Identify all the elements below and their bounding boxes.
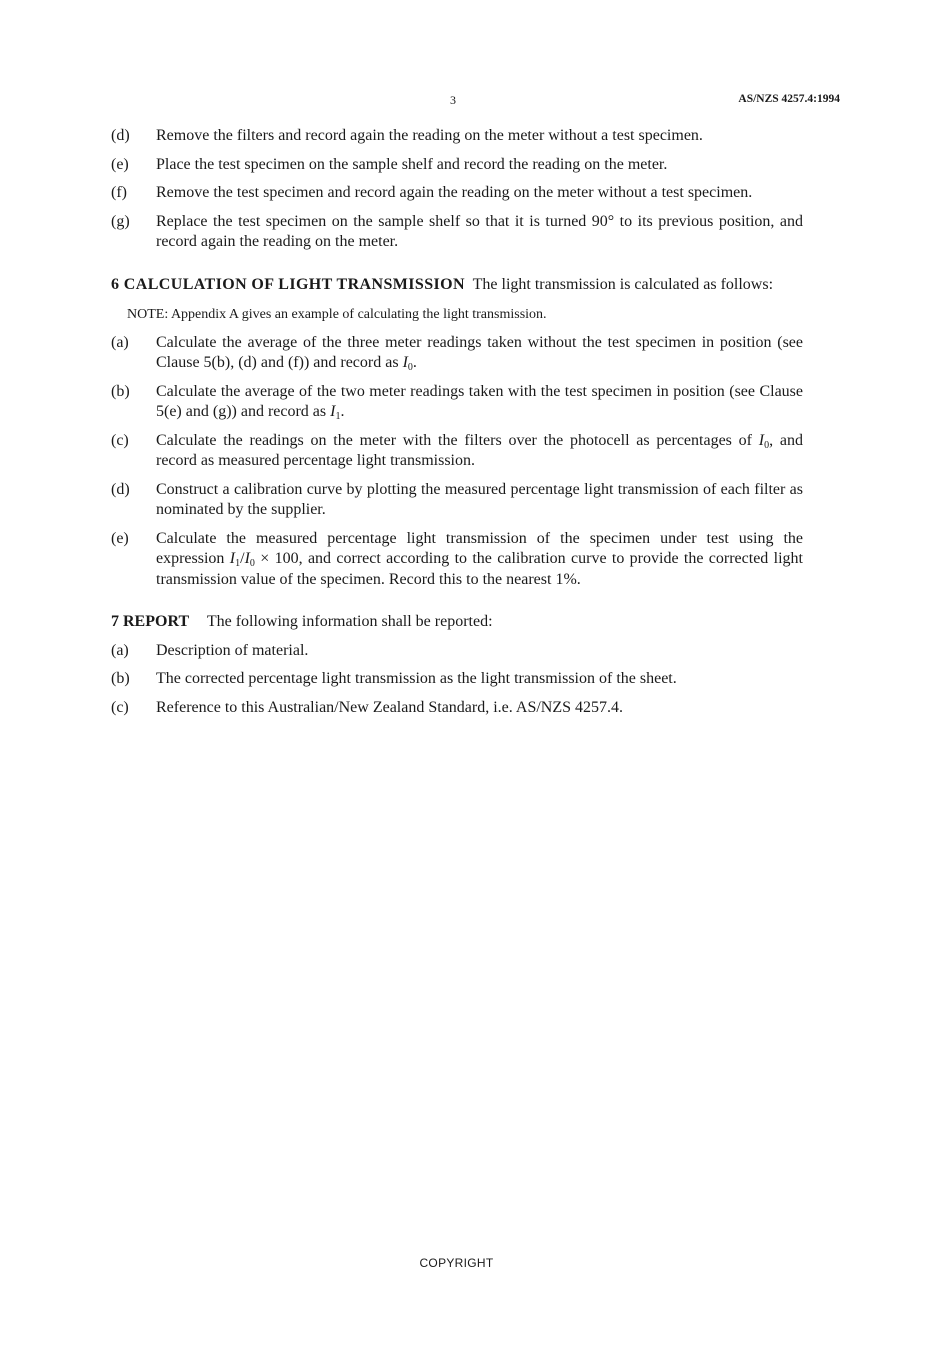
list-item — [111, 382, 803, 423]
section-7-heading: 7 REPORT — [111, 613, 190, 630]
list-item — [111, 698, 803, 719]
list-item — [111, 480, 803, 521]
section-6-heading: 6 CALCULATION OF LIGHT TRANSMISSION — [111, 275, 465, 293]
list-item — [111, 333, 803, 374]
item-text: Place the test specimen on the sample shelf and record the reading on the meter. — [156, 155, 668, 173]
standard-code: AS/NZS 4257.4:1994 — [738, 93, 840, 105]
item-text: Calculate the average of the two meter readings taken with the test specimen in position (see Clause 5(e) and (g)) and record as $I_1$. — [156, 382, 803, 422]
section-6-paragraph — [111, 275, 803, 296]
item-text: Calculate the readings on the meter with the filters over the photocell as percentages of $I_0$, and record as measured percentage light transmission. — [156, 431, 804, 469]
item-text: Calculate the average of the three meter readings taken without the test specimen in position (see Clause 5(b), (d) and (f)) and record as $I_0$. — [156, 333, 803, 373]
item-label: (c) — [111, 698, 129, 716]
item-text: The corrected percentage light transmission as the light transmission of the sheet. — [156, 670, 677, 687]
list-item — [111, 669, 803, 690]
list-item — [111, 641, 803, 662]
item-label: (g) — [111, 212, 130, 230]
section-7-intro: The following information shall be reported: — [206, 613, 493, 630]
item-text: Replace the test specimen on the sample shelf so that it is turned 90° to its previous position, and record again the reading on the meter. — [156, 212, 803, 250]
item-text: Calculate the measured percentage light transmission of the specimen under test using the expression $I_1/I_0 \times 100$, and correct according to the calibration curve to provide the corrected light transmission value of the specimen. Record this to the nearest 1%. — [156, 529, 803, 588]
list-item — [111, 529, 803, 591]
item-label: (e) — [111, 155, 129, 173]
item-label: (c) — [111, 431, 129, 449]
item-label: (f) — [111, 184, 127, 201]
item-label: (a) — [111, 641, 129, 659]
list-item — [111, 155, 803, 176]
item-text: Remove the test specimen and record again the reading on the meter without a test specimen. — [156, 184, 753, 201]
item-label: (a) — [111, 333, 129, 351]
copyright-footer: COPYRIGHT — [419, 1256, 494, 1270]
item-label: (d) — [111, 127, 130, 144]
section-7-paragraph — [111, 612, 803, 633]
item-label: (e) — [111, 529, 129, 547]
page-number: 3 — [450, 93, 456, 107]
item-text: Construct a calibration curve by plotting the measured percentage light transmission of each filter as nominated by the supplier. — [156, 480, 803, 518]
list-item — [111, 431, 803, 472]
note: NOTE: Appendix A gives an example of calculating the light transmission. — [127, 307, 547, 322]
section-6-intro: The light transmission is calculated as follows: — [472, 275, 774, 293]
item-label: (b) — [111, 670, 130, 687]
document-body — [111, 126, 803, 726]
item-text: Description of material. — [156, 641, 309, 659]
item-label: (b) — [111, 382, 130, 400]
item-text: Remove the filters and record again the reading on the meter without a test specimen. — [156, 127, 703, 144]
list-item — [111, 212, 803, 253]
list-item — [111, 126, 803, 147]
item-text: Reference to this Australian/New Zealand Standard, i.e. AS/NZS 4257.4. — [156, 698, 624, 716]
list-item — [111, 183, 803, 204]
item-label: (d) — [111, 480, 130, 498]
